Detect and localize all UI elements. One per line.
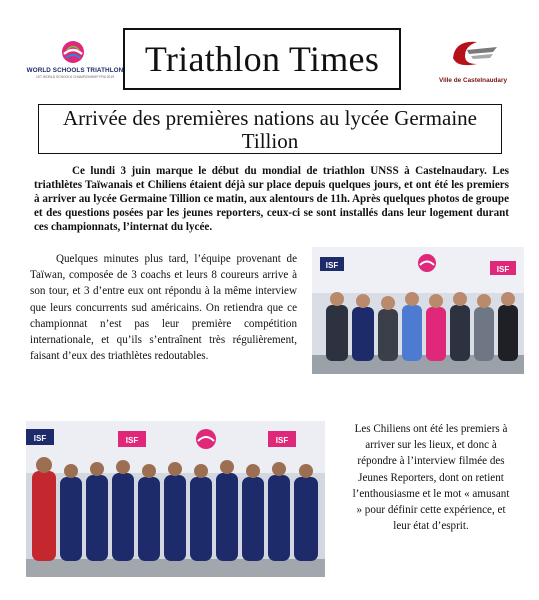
left-logo-sublabel: 1ST WORLD SCHOOLS CHAMPIONSHIP FRA 2019 (35, 75, 115, 79)
article-headline: Arrivée des premières nations au lycée Germaine Tillion (38, 104, 502, 154)
castelnaudary-logo (435, 36, 511, 88)
article-intro: Ce lundi 3 juin marque le début du mondial de triathlon UNSS à Castelnaudary. Les triathlètes Taïwanais et Chiliens étaient déjà sur place depuis quelques jours, et ont été les premiers à arriver au lycée Germaine Tillion ce matin, aux alentours de 11h. Après quelques photos de groupe et des questions posées par les jeunes reporters, ceux-ci se sont installés dans leur logement durant ces championnats, l’internat du lycée. (34, 165, 509, 233)
photo-banner-label: ISF (325, 261, 339, 270)
photo-banner-label-5: ISF (275, 436, 289, 445)
masthead (123, 28, 401, 90)
world-schools-triathlon-logo (26, 40, 124, 86)
right-logo-label: Ville de Castelnaudary (438, 77, 508, 84)
castelnaudary-emblem-icon (443, 36, 503, 70)
left-logo-label: WORLD SCHOOLS TRIATHLON (26, 67, 124, 74)
triathlon-logo-icon (61, 40, 85, 64)
article-paragraph-chile: Les Chiliens ont été les premiers à arriver sur les lieux, et donc à répondre à l’interview filmée des Jeunes Reporters, dont on retient l’enthousiasme et le mot « amusant » pour définir cette expérience, et leur état d’esprit. (352, 423, 510, 533)
article-paragraph-taiwan: Quelques minutes plus tard, l’équipe provenant de Taïwan, composée de 3 coachs et leurs 8 coureurs arrive à son tour, et 3 d’entre eux ont répondu à la même interview que leurs concurrents sud américains. On retiendra que ce championnat n’est pas leur première compétition internationale, et qu’ils s’entraînent très régulièrement, faisant d’eux des triathlètes redoutables. (30, 253, 297, 363)
photo-banner-label-2: ISF (496, 265, 510, 274)
photo-banner-label-4: ISF (125, 436, 139, 445)
taiwan-team-photo (312, 247, 524, 374)
newspaper-title: Triathlon Times (144, 39, 380, 79)
photo-banner-label-3: ISF (33, 434, 47, 443)
chile-team-photo (26, 421, 325, 577)
